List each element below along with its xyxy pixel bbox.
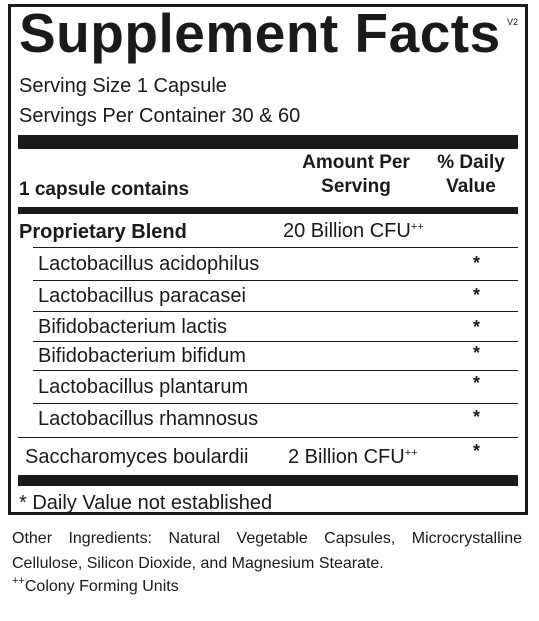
row-divider bbox=[33, 311, 518, 312]
amount-header-line1: Amount Per bbox=[302, 152, 410, 173]
ingredient-dv: * bbox=[473, 343, 481, 363]
sb-amount bbox=[288, 446, 418, 469]
row-divider bbox=[33, 341, 518, 342]
blend-name: Proprietary Blend bbox=[19, 221, 187, 243]
supplement-facts-panel bbox=[8, 4, 528, 515]
ingredient-dv: * bbox=[473, 317, 481, 337]
row-divider bbox=[33, 403, 518, 404]
ingredient-name: Lactobacillus acidophilus bbox=[38, 253, 260, 275]
column-header-daily-value bbox=[426, 151, 516, 199]
serving-size: Serving Size 1 Capsule bbox=[19, 75, 227, 97]
cfu-note-text: Colony Forming Units bbox=[24, 578, 179, 595]
dv-header-line1: % Daily bbox=[437, 152, 505, 173]
amount-header-line2: Serving bbox=[321, 176, 391, 197]
ingredient-dv: * bbox=[473, 373, 481, 393]
ingredient-dv: * bbox=[473, 285, 481, 305]
cfu-note-sup: ++ bbox=[12, 575, 25, 587]
ingredient-name: Bifidobacterium bifidum bbox=[38, 345, 246, 367]
sb-name: Saccharomyces boulardii bbox=[25, 446, 249, 468]
blend-amount bbox=[283, 220, 424, 243]
row-divider bbox=[33, 247, 518, 248]
blend-amount-sup: ++ bbox=[410, 221, 424, 233]
cfu-note bbox=[12, 575, 179, 596]
ingredient-name: Bifidobacterium lactis bbox=[38, 316, 227, 338]
medium-divider bbox=[18, 207, 518, 214]
dv-header-line2: Value bbox=[446, 176, 496, 197]
sb-amount-value: 2 Billion CFU bbox=[288, 446, 405, 468]
thick-divider-top bbox=[18, 135, 518, 149]
ingredient-dv: * bbox=[473, 407, 481, 427]
ingredient-name: Lactobacillus rhamnosus bbox=[38, 408, 259, 430]
row-divider bbox=[33, 280, 518, 281]
column-header-contains: 1 capsule contains bbox=[19, 179, 190, 200]
sb-dv: * bbox=[473, 441, 481, 461]
panel-title: Supplement Facts bbox=[19, 2, 501, 64]
row-divider bbox=[18, 437, 518, 438]
column-header-amount bbox=[281, 151, 431, 199]
other-ingredients: Other Ingredients: Natural Vegetable Capsules, Microcrystalline Cellulose, Silicon Dioxide, and Magnesium Stearate. bbox=[12, 530, 522, 572]
thick-divider-bottom bbox=[18, 475, 518, 486]
sb-amount-sup: ++ bbox=[404, 447, 418, 459]
footnote: * Daily Value not established bbox=[19, 492, 273, 514]
ingredient-dv: * bbox=[473, 253, 481, 273]
blend-amount-value: 20 Billion CFU bbox=[283, 220, 411, 242]
version-label: V2 bbox=[506, 17, 518, 27]
ingredient-name: Lactobacillus plantarum bbox=[38, 376, 249, 398]
servings-per-container: Servings Per Container 30 & 60 bbox=[19, 105, 301, 127]
row-divider bbox=[33, 370, 518, 371]
ingredient-name: Lactobacillus paracasei bbox=[38, 285, 246, 307]
